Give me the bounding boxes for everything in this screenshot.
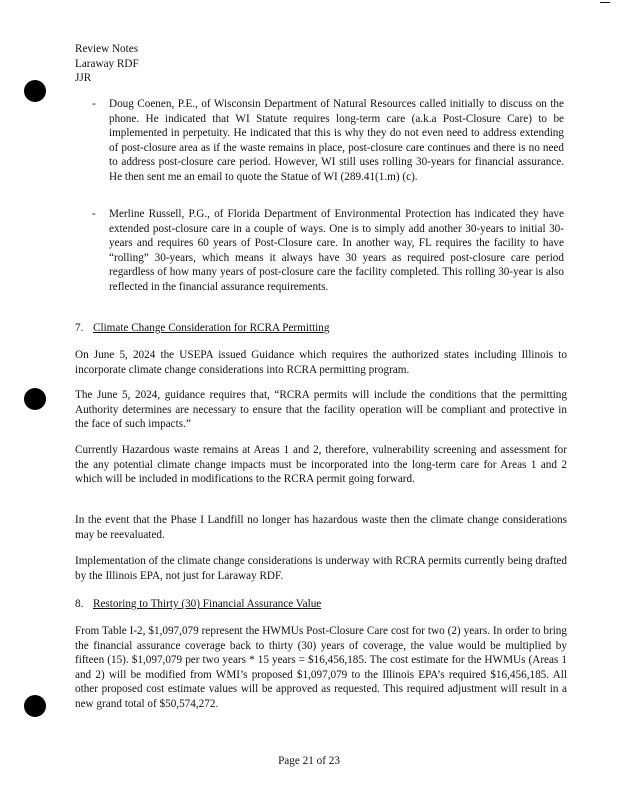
punch-hole — [24, 388, 46, 410]
section-title: Climate Change Consideration for RCRA Permitting — [93, 322, 330, 334]
header-line-facility: Laraway RDF — [75, 57, 139, 70]
corner-dash-mark — [600, 2, 610, 3]
header-line-review-notes: Review Notes — [75, 43, 139, 55]
document-header — [75, 42, 139, 86]
bullet-dash: - — [92, 98, 96, 110]
bullet-text: Merline Russell, P.G., of Florida Department of Environmental Protection has indicated they have extended post-closure care in a couple of ways. One is to simply add another 30-years to initial 30-years and requires 60 years of Post-Closure care. In another way, FL requires the facility to have “rolling” 30-years, which means it always have 30 years as required post-closure care period regardless of how many years of post-closure care the facility completed. This rolling 30-year is also reflected in the financial assurance requirements. — [109, 208, 564, 293]
bullet-item-wisconsin — [92, 97, 564, 185]
paragraph: Implementation of the climate change considerations is underway with RCRA permits currently being drafted by the Illinois EPA, not just for Laraway RDF. — [75, 555, 567, 582]
paragraph: In the event that the Phase I Landfill no longer has hazardous waste then the climate change considerations may be reevaluated. — [75, 514, 567, 541]
paragraph: Currently Hazardous waste remains at Areas 1 and 2, therefore, vulnerability screening and assessment for the any potential climate change impacts must be incorporated into the long-term care for Areas 1 and 2 which will be included in modifications to the RCRA permit going forward. — [75, 444, 567, 486]
paragraph: The June 5, 2024, guidance requires that, “RCRA permits will include the conditions that the permitting Authority determines are necessary to ensure that the facility operation will be compliant and protective in the face of such impacts.” — [75, 389, 567, 431]
bullet-text: Doug Coenen, P.E., of Wisconsin Department of Natural Resources called initially to discuss on the phone. He indicated that WI Statute requires long-term care (a.k.a Post-Closure Care) to be implemented in perpetuity. He indicated that this is why they do not even need to address extending of post-closure area as if the waste remains in place, post-closure care continues and there is no need to address post-closure care period. However, WI still uses rolling 30-years for financial assurance. He then sent me an email to quote the Statue of WI (289.41(1.m) (c). — [109, 98, 564, 183]
bullet-item-florida — [92, 207, 564, 295]
section-8-heading — [75, 597, 321, 612]
paragraph: From Table I-2, $1,097,079 represent the HWMUs Post-Closure Care cost for two (2) years. In order to bring the financial assurance coverage back to thirty (30) years of coverage, the value would be multiplied by fifteen (15). $1,097,079 per two years * 15 years = $16,456,185. The cost estimate for the HWMUs (Areas 1 and 2) will be modified from WMI’s proposed $1,097,079 to the Illinois EPA’s required $16,456,185. All other proposed cost estimate values will be approved as requested. This required adjustment will result in a new grand total of $50,574,272. — [75, 625, 567, 710]
section-number: 7. — [75, 322, 84, 334]
section-title: Restoring to Thirty (30) Financial Assurance Value — [93, 598, 322, 610]
punch-hole — [24, 695, 46, 717]
page-number: Page 21 of 23 — [278, 755, 340, 767]
header-line-initials: JJR — [75, 72, 92, 85]
section-number: 8. — [75, 598, 84, 610]
section-7-heading — [75, 321, 329, 336]
punch-hole — [24, 80, 46, 102]
bullet-dash: - — [92, 208, 96, 220]
paragraph: On June 5, 2024 the USEPA issued Guidance which requires the authorized states including Illinois to incorporate climate change considerations into RCRA permitting program. — [75, 349, 567, 376]
